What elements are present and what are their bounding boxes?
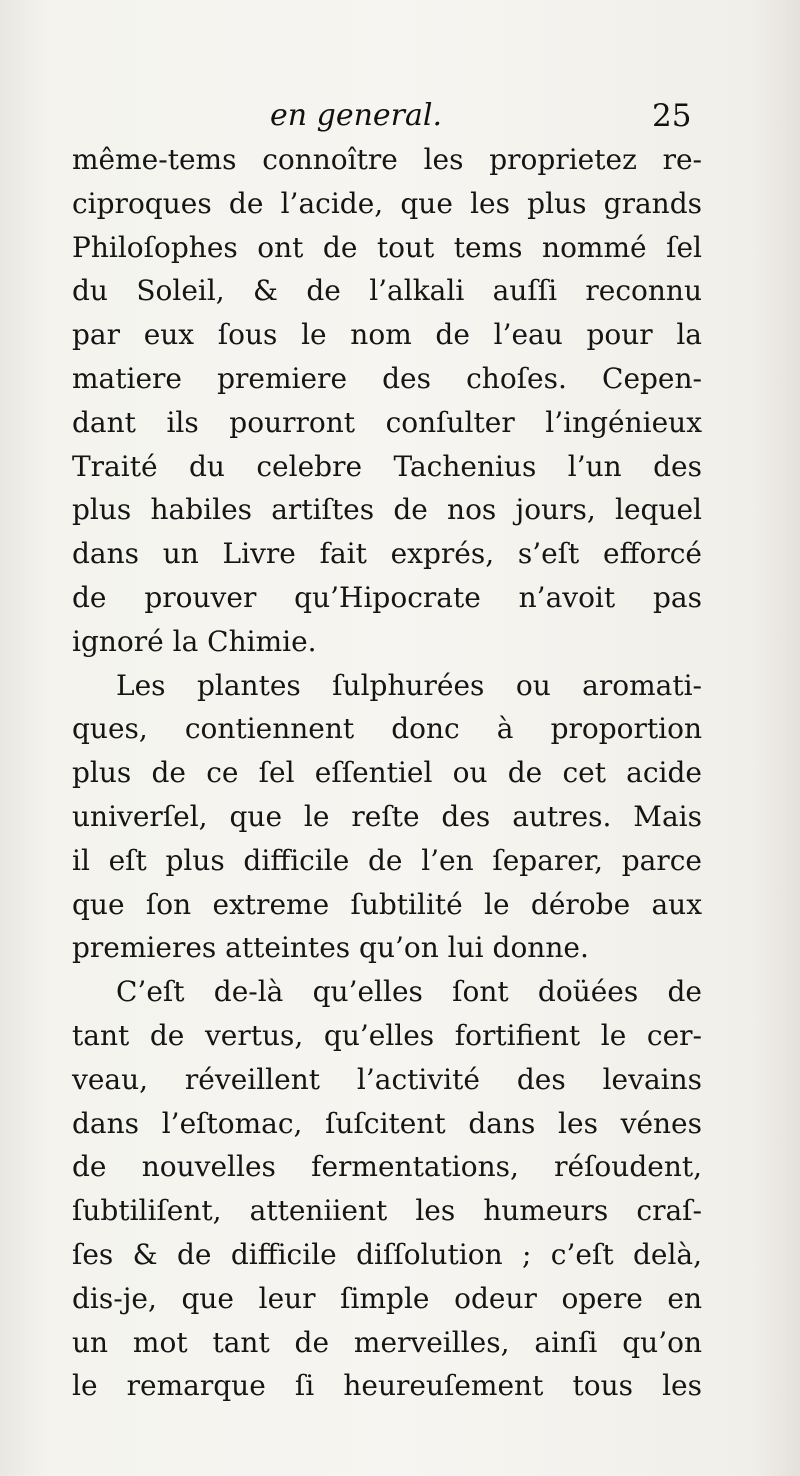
text-line: plus habiles artiſtes de nos jours, lequel xyxy=(72,493,702,527)
text-line: un mot tant de merveilles, ainſi qu’on xyxy=(72,1325,702,1359)
text-line: tant de vertus, qu’elles fortifient le cer- xyxy=(72,1018,702,1052)
page-number: 25 xyxy=(652,98,692,134)
running-head xyxy=(0,92,800,140)
text-line: que ſon extreme ſubtilité le dérobe aux xyxy=(72,887,702,921)
text-line: par eux ſous le nom de l’eau pour la xyxy=(72,318,702,352)
text-line: Les plantes ſulphurées ou aromati- xyxy=(116,668,702,702)
text-line: ciproques de l’acide, que les plus grands xyxy=(72,186,702,220)
text-line: premieres atteintes qu’on lui donne. xyxy=(72,931,589,965)
text-line: dans l’eſtomac, ſuſcitent dans les vénes xyxy=(72,1106,702,1140)
text-line: dans un Livre fait exprés, s’eſt efforcé xyxy=(72,537,702,571)
text-line: ignoré la Chimie. xyxy=(72,624,317,658)
text-line: il eſt plus difficile de l’en ſeparer, parce xyxy=(72,843,702,877)
text-line: ques, contiennent donc à proportion xyxy=(72,712,702,746)
running-title: en general. xyxy=(270,98,443,133)
text-line: matiere premiere des choſes. Cepen- xyxy=(72,361,702,395)
text-line: Traité du celebre Tachenius l’un des xyxy=(72,449,702,483)
text-line: dis-je, que leur ſimple odeur opere en xyxy=(72,1281,702,1315)
text-line: C’eſt de-là qu’elles ſont doüées de xyxy=(116,975,702,1009)
text-line: plus de ce ſel eſſentiel ou de cet acide xyxy=(72,756,702,790)
text-line: de nouvelles fermentations, réſoudent, xyxy=(72,1150,702,1184)
text-line: univerſel, que le reſte des autres. Mais xyxy=(72,799,702,833)
text-line: dant ils pourront conſulter l’ingénieux xyxy=(72,405,702,439)
text-line: de prouver qu’Hipocrate n’avoit pas xyxy=(72,580,702,614)
text-line: ſubtiliſent, atteniient les humeurs craſ- xyxy=(72,1194,702,1228)
text-line: ſes & de difficile diſſolution ; c’eſt delà, xyxy=(72,1237,702,1271)
text-line: du Soleil, & de l’alkali auſſi reconnu xyxy=(72,274,702,308)
body-text xyxy=(72,138,702,1408)
text-line: même-tems connoître les proprietez re- xyxy=(72,143,702,176)
text-line: Philoſophes ont de tout tems nommé ſel xyxy=(72,230,702,264)
text-line: le remarque ſi heureuſement tous les xyxy=(72,1369,702,1403)
text-line: veau, réveillent l’activité des levains xyxy=(72,1062,702,1096)
